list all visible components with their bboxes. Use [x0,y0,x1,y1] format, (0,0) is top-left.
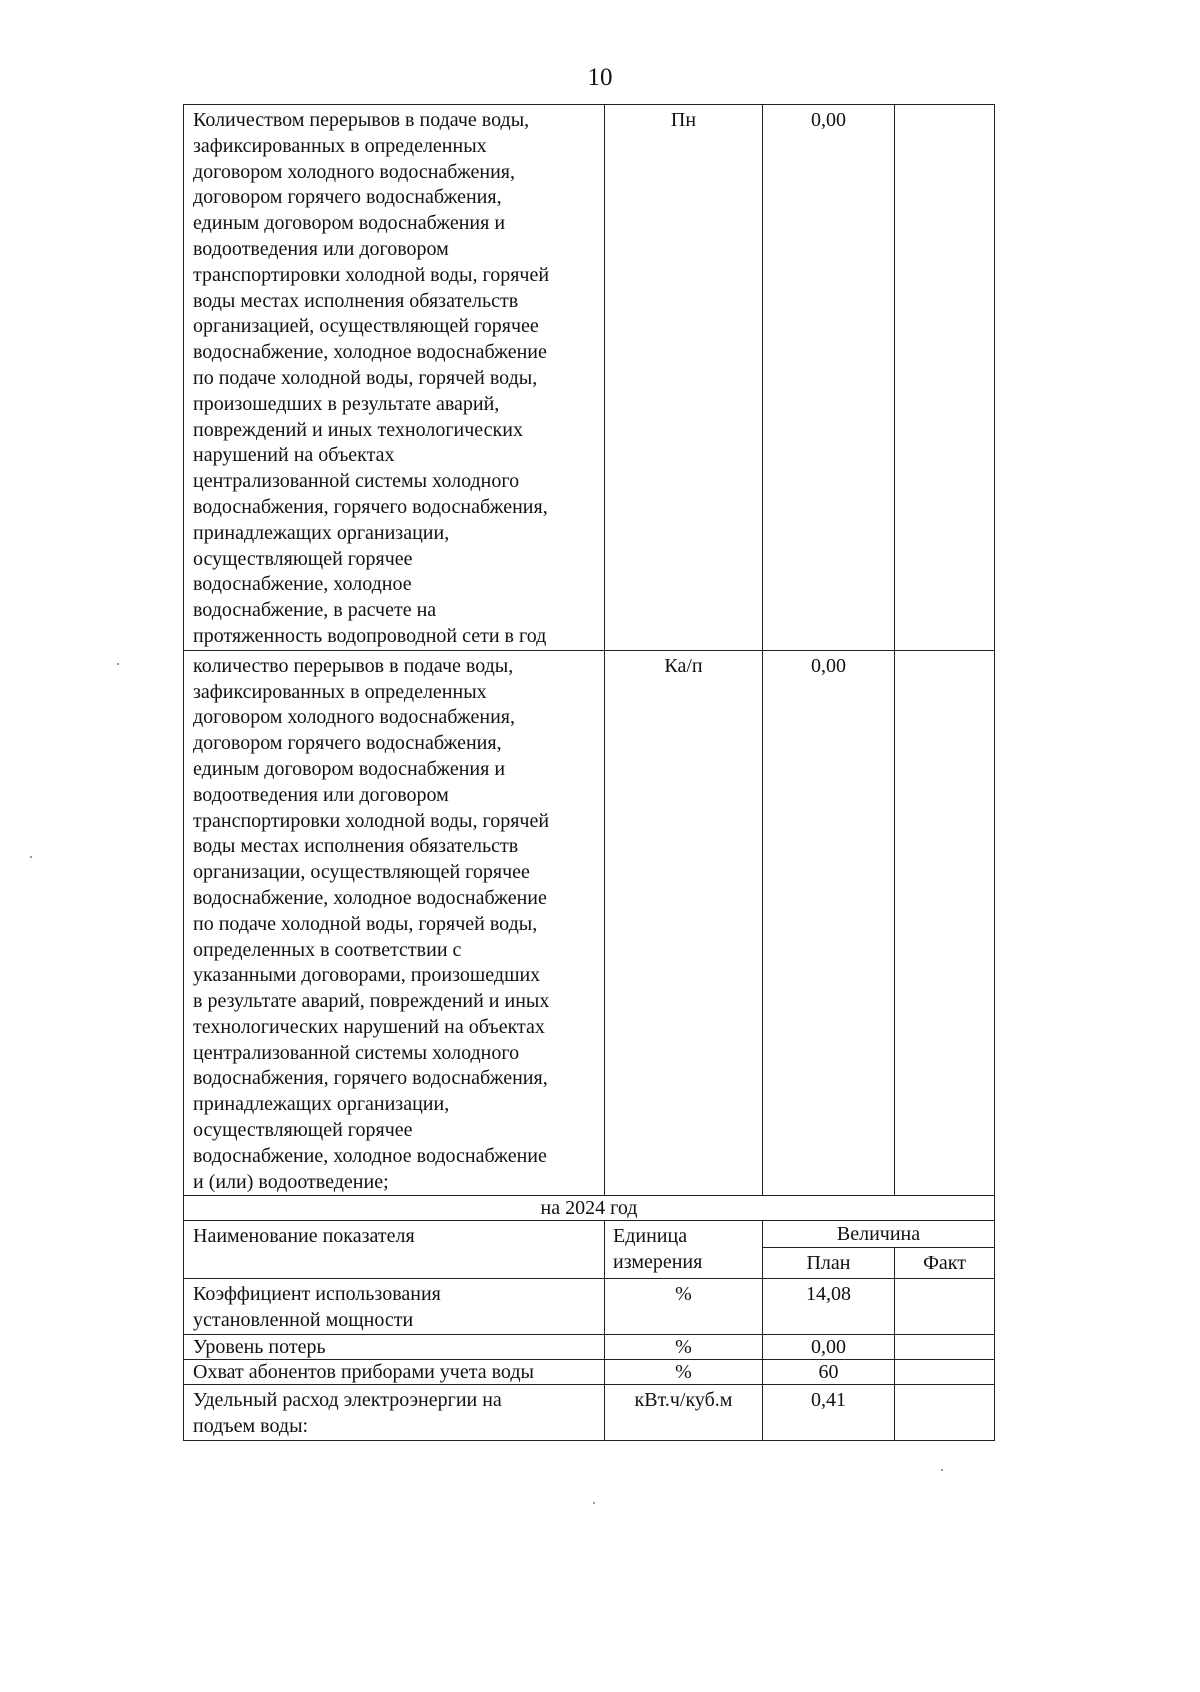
indicator-name-line: воды местах исполнения обязательств [193,835,519,858]
indicator-name-line: договором горячего водоснабжения, [193,186,502,209]
indicator-name [184,1335,605,1360]
indicator-name-line: воды местах исполнения обязательств [193,289,519,312]
indicator-name-line: зафиксированных в определенных [193,680,487,703]
indicator-name-line: в результате аварий, повреждений и иных [193,990,550,1013]
header-unit [605,1221,763,1279]
indicator-fact-value [895,1335,995,1360]
indicator-name-line: водоснабжение, холодное [193,573,412,596]
indicator-name [184,105,605,651]
indicator-name-line: договором горячего водоснабжения, [193,732,502,755]
indicator-name-line: водоснабжение, холодное водоснабжение [193,341,547,364]
indicator-unit: Ка/п [605,650,763,1196]
indicator-name-line: организации, осуществляющей горячее [193,861,530,884]
indicator-name-line: по подаче холодной воды, горячей воды, [193,366,538,389]
indicator-name-line: Коэффициент использования [193,1283,441,1306]
indicator-plan-value: 0,00 [763,105,895,651]
indicator-name-line: централизованной системы холодного [193,1041,520,1064]
indicator-fact-value [895,1279,995,1335]
indicator-name-line: договором холодного водоснабжения, [193,160,516,183]
indicator-unit: кВт.ч/куб.м [605,1385,763,1441]
indicators-top-body [184,105,995,1196]
indicator-plan-value: 14,08 [763,1279,895,1335]
header-row [184,1221,995,1248]
scan-speck [941,1469,943,1471]
indicator-plan-value: 60 [763,1360,895,1385]
indicator-unit: % [605,1360,763,1385]
page-number: 10 [587,64,613,91]
indicator-name-line: указанными договорами, произошедших [193,964,541,987]
table-row [184,1335,995,1360]
indicator-name-line: зафиксированных в определенных [193,134,487,157]
scan-speck [593,1502,595,1504]
indicator-name [184,1279,605,1335]
indicator-name-line: осуществляющей горячее [193,547,413,570]
indicator-name-line: водоснабжения, горячего водоснабжения, [193,1067,548,1090]
indicator-name [184,650,605,1196]
table-row [184,650,995,1196]
indicator-name-line: осуществляющей горячее [193,1119,413,1142]
table-row [184,1279,995,1335]
indicator-fact-value [895,650,995,1196]
indicator-name-line: водоснабжение, холодное водоснабжение [193,886,547,909]
indicators-bottom-body [184,1279,995,1440]
header-unit-line: Единица [613,1225,688,1248]
indicator-name-line: установленной мощности [193,1309,414,1332]
indicator-name-line: произошедших в результате аварий, [193,392,500,415]
indicator-name-line: единым договором водоснабжения и [193,757,506,780]
indicator-name-line: централизованной системы холодного [193,470,520,493]
indicator-plan-value: 0,00 [763,650,895,1196]
indicators-table [183,104,995,1441]
indicator-name-line: повреждений и иных технологических [193,418,523,441]
indicator-name-line: водоотведения или договором [193,783,449,806]
indicator-name [184,1385,605,1441]
indicator-name-line: подъем воды: [193,1414,309,1437]
indicator-unit: Пн [605,105,763,651]
indicator-name-line: по подаче холодной воды, горячей воды, [193,912,538,935]
indicator-plan-value: 0,00 [763,1335,895,1360]
indicator-plan-value: 0,41 [763,1385,895,1441]
indicator-name-line: транспортировки холодной воды, горячей [193,263,550,286]
year-label: на 2024 год [184,1196,995,1221]
table-row [184,1360,995,1385]
indicator-name [184,1360,605,1385]
indicator-fact-value [895,1360,995,1385]
indicator-name-line: Количеством перерывов в подаче воды, [193,109,530,131]
indicator-name-line: принадлежащих организации, [193,521,450,544]
table-row [184,105,995,651]
indicator-name-line: единым договором водоснабжения и [193,212,506,235]
header-unit-line: измерения [613,1251,703,1274]
indicator-fact-value [895,105,995,651]
indicator-name-line: водоотведения или договором [193,237,449,260]
indicator-name-line: организацией, осуществляющей горячее [193,315,539,338]
indicator-name-line: принадлежащих организации, [193,1093,450,1116]
indicators-2024-body [184,1196,995,1279]
indicator-unit: % [605,1335,763,1360]
indicator-name-line: водоснабжение, в расчете на [193,599,437,622]
indicator-name-line: Охват абонентов приборами учета воды [193,1361,534,1384]
indicator-name-line: водоснабжение, холодное водоснабжение [193,1144,547,1167]
table-row [184,1385,995,1441]
indicator-name-line: Удельный расход электроэнергии на [193,1389,502,1412]
indicator-name-line: договором холодного водоснабжения, [193,706,516,729]
indicator-unit: % [605,1279,763,1335]
indicator-name-line: Уровень потерь [193,1336,326,1359]
header-magnitude: Величина [763,1221,995,1248]
indicator-name-line: количество перерывов в подаче воды, [193,654,514,677]
scan-speck [30,856,32,858]
indicator-fact-value [895,1385,995,1441]
indicator-name-line: и (или) водоотведение; [193,1170,389,1193]
indicator-name-line: технологических нарушений на объектах [193,1015,545,1038]
indicator-name-line: транспортировки холодной воды, горячей [193,809,550,832]
indicator-name-line: нарушений на объектах [193,444,395,467]
year-row [184,1196,995,1221]
header-plan: План [763,1248,895,1279]
indicator-name-line: протяженность водопроводной сети в год [193,624,547,647]
scan-speck [117,663,119,665]
header-indicator-name: Наименование показателя [184,1221,605,1279]
indicator-name-line: определенных в соответствии с [193,938,462,961]
header-fact: Факт [895,1248,995,1279]
indicator-name-line: водоснабжения, горячего водоснабжения, [193,495,548,518]
